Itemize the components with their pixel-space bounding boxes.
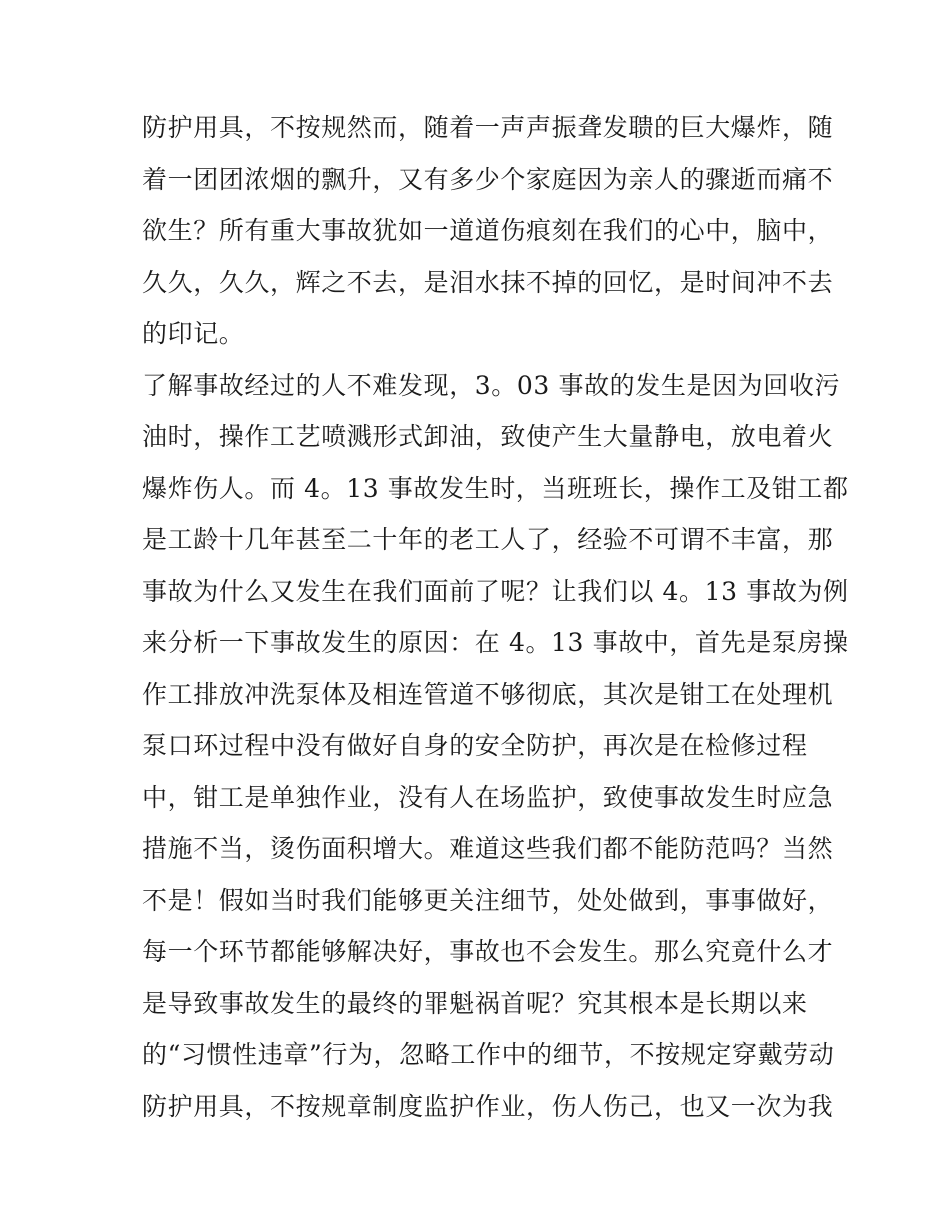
text-line: 泵口环过程中没有做好自身的安全防护，再次是在检修过程 [142, 731, 808, 760]
text-line: 着一团团浓烟的飘升，又有多少个家庭因为亲人的骤逝而痛不 [142, 164, 834, 194]
text-line: 久久，久久，辉之不去，是泪水抹不掉的回忆，是时间冲不去 [142, 267, 834, 297]
text-line: 了解事故经过的人不难发现，3。03 事故的发生是因为回收污 [142, 370, 841, 400]
text-line: 欲生？所有重大事故犹如一道道伤痕刻在我们的心中，脑中， [142, 216, 834, 245]
text-line: 爆炸伤人。而 4。13 事故发生时，当班班长，操作工及钳工都 [142, 473, 849, 503]
text-line: 的“习惯性违章”行为，忽略工作中的细节，不按规定穿戴劳动 [142, 1040, 835, 1069]
text-line: 中，钳工是单独作业，没有人在场监护，致使事故发生时应急 [142, 782, 834, 812]
text-line: 每一个环节都能够解决好，事故也不会发生。那么究竟什么才 [142, 937, 834, 966]
text-line: 油时，操作工艺喷溅形式卸油，致使产生大量静电，放电着火 [142, 422, 834, 451]
text-line: 事故为什么又发生在我们面前了呢？让我们以 4。13 事故为例 [142, 576, 849, 606]
text-line: 不是！假如当时我们能够更关注细节，处处做到，事事做好， [142, 885, 834, 915]
text-line: 防护用具，不按规章制度监护作业，伤人伤己，也又一次为我 [142, 1091, 834, 1121]
text-line: 是导致事故发生的最终的罪魁祸首呢？究其根本是长期以来 [142, 988, 808, 1018]
text-line: 来分析一下事故发生的原因：在 4。13 事故中，首先是泵房操 [142, 628, 849, 657]
text-line: 的印记。 [142, 319, 245, 348]
text-line: 作工排放冲洗泵体及相连管道不够彻底，其次是钳工在处理机 [142, 679, 834, 709]
text-line: 防护用具，不按规然而，随着一声声振聋发聩的巨大爆炸，随 [142, 113, 834, 142]
text-line: 措施不当，烫伤面积增大。难道这些我们都不能防范吗？当然 [142, 834, 834, 863]
text-line: 是工龄十几年甚至二十年的老工人了，经验不可谓不丰富，那 [142, 525, 834, 554]
body-text [142, 102, 849, 1132]
